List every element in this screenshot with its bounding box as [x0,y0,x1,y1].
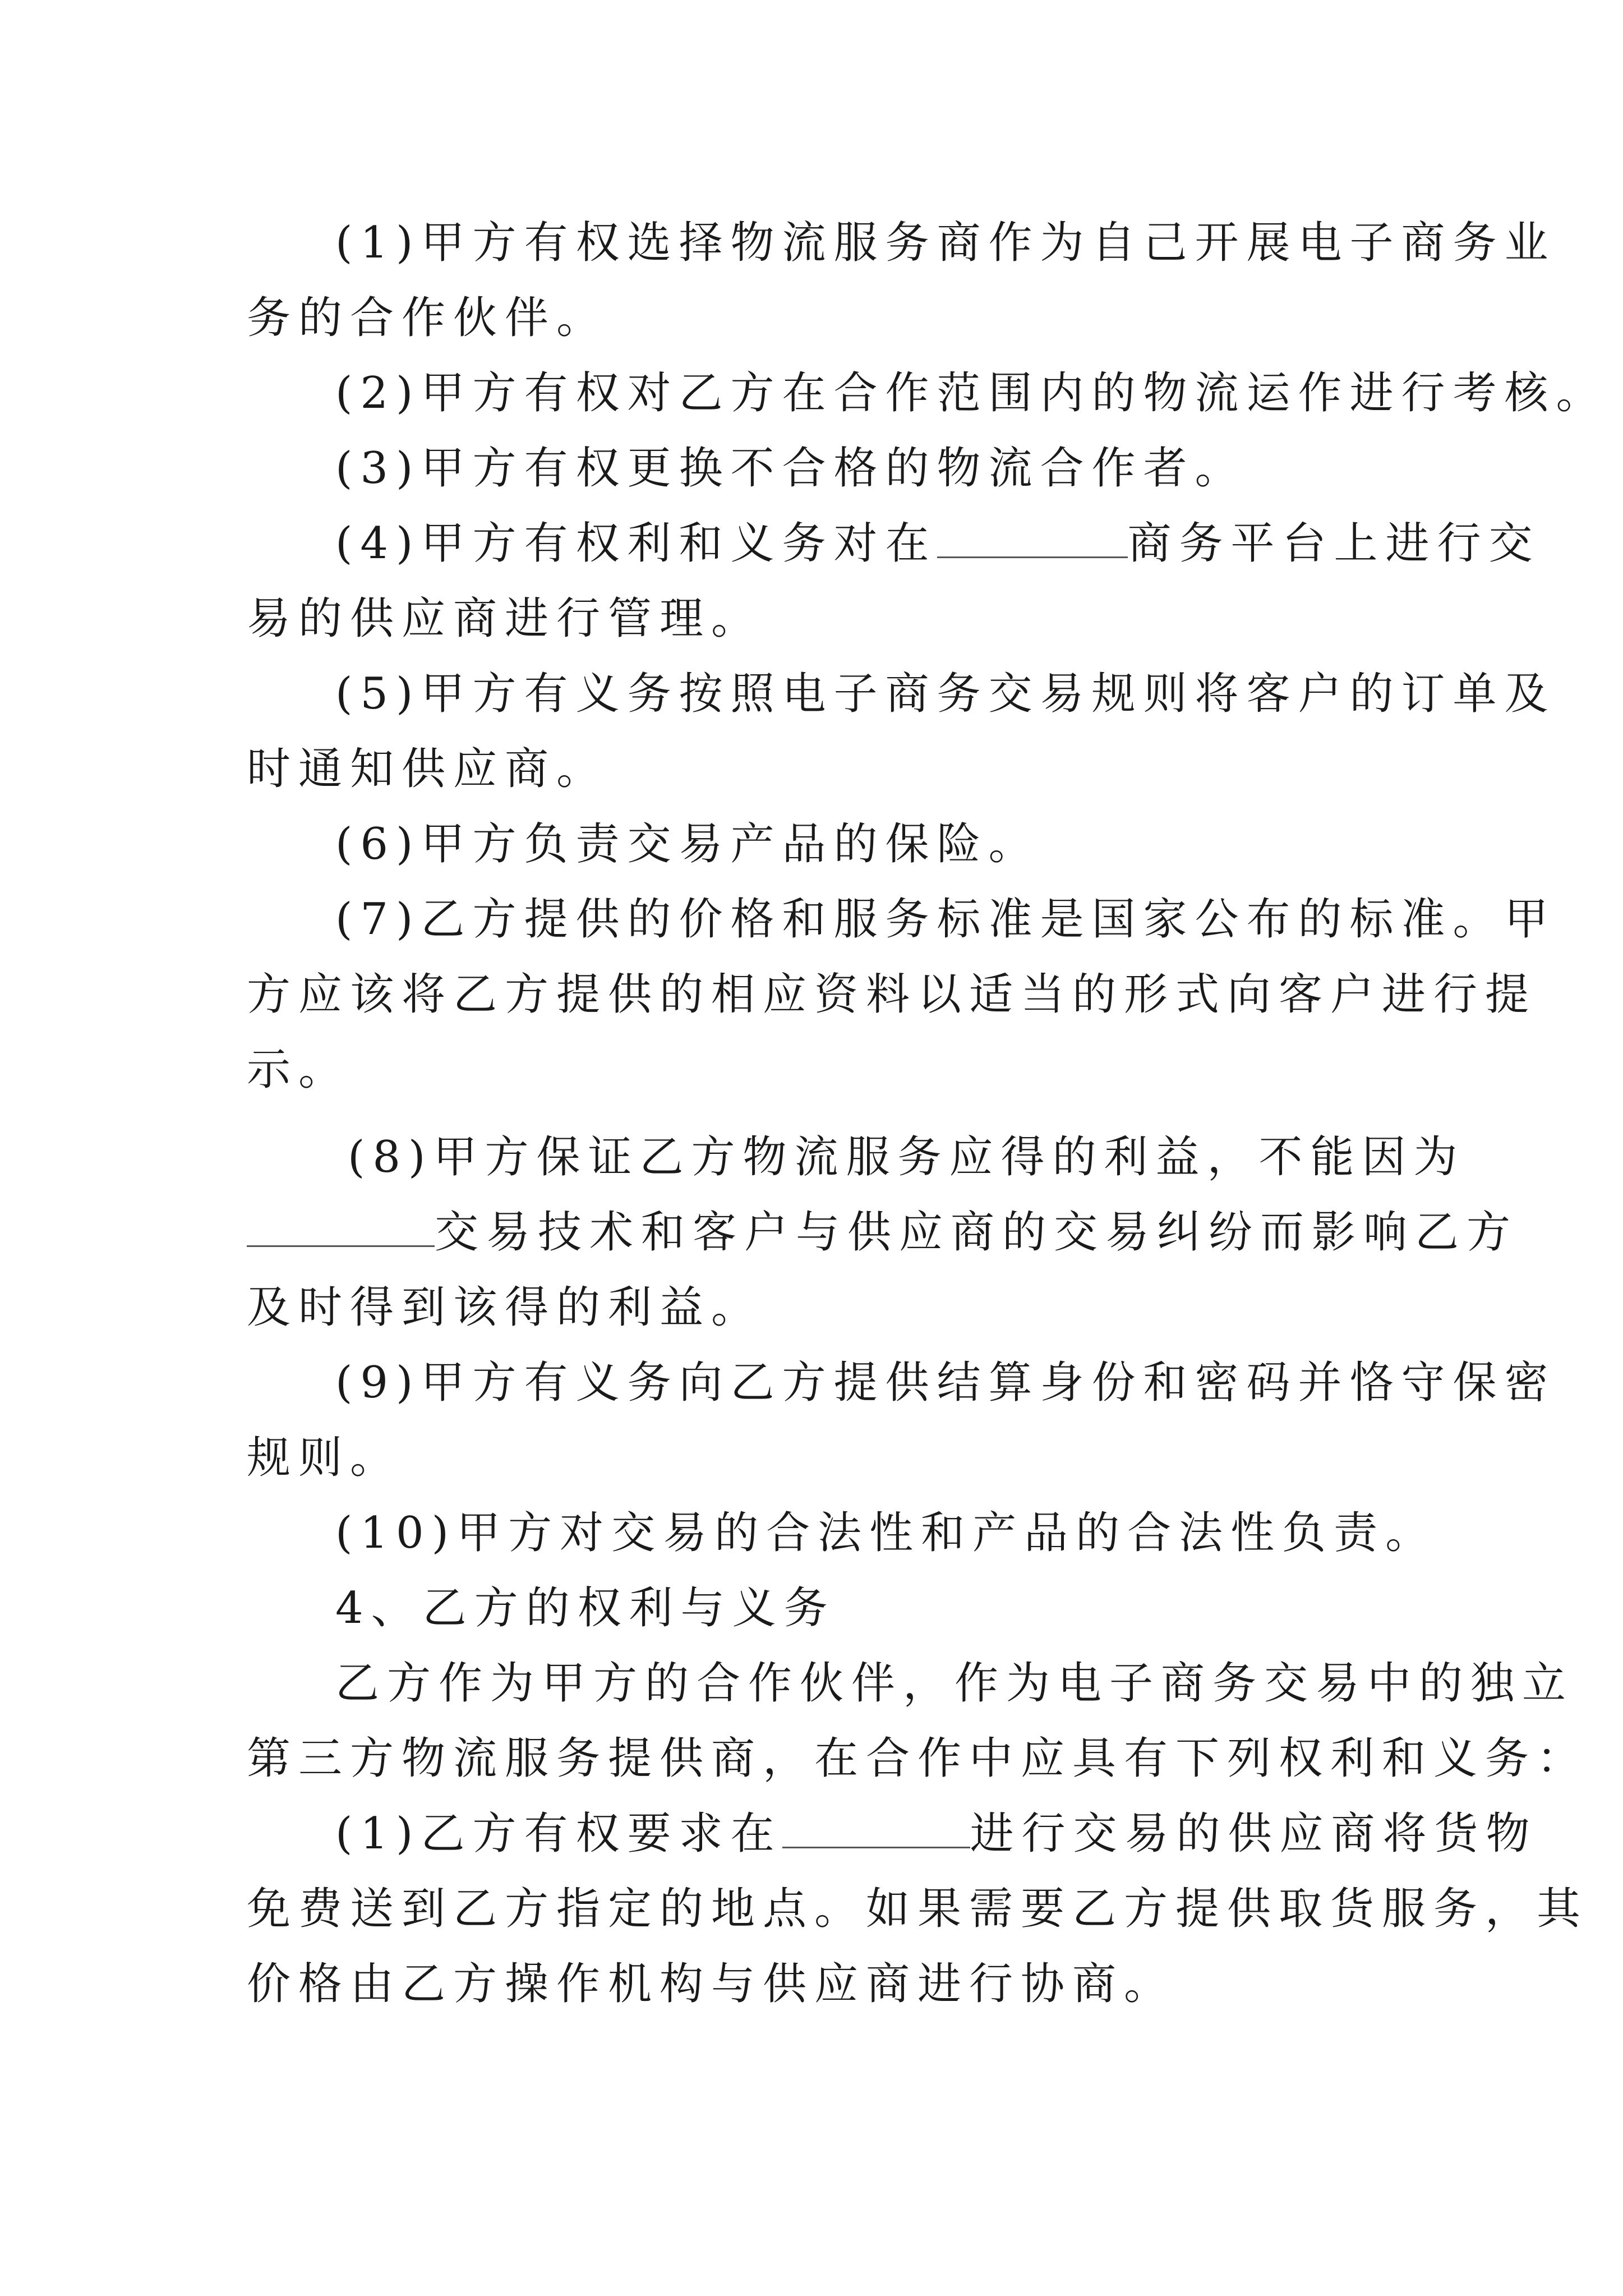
clause-b1-line-2: 免费送到乙方指定的地点。如果需要乙方提供取货服务，其 [247,1884,1589,1934]
clause-a7-line-3: 示。 [247,1045,351,1095]
clause-a7-line-2: 方应该将乙方提供的相应资料以适当的形式向客户进行提 [247,969,1537,1020]
clause-a4-line-1 [335,518,1541,569]
clause-a7-line-1: (7)乙方提供的价格和服务标准是国家公布的标准。甲 [335,894,1556,945]
clause-b1-line-3: 价格由乙方操作机构与供应商进行协商。 [247,1959,1176,2009]
clause-b1-text-after-blank: 进行交易的供应商将货物 [970,1809,1538,1859]
clause-a4-line-2: 易的供应商进行管理。 [247,593,763,644]
clause-a4-text-before-blank: (4)甲方有权利和义务对在 [335,518,937,569]
intro-line-1: 乙方作为甲方的合作伙伴，作为电子商务交易中的独立 [335,1658,1574,1709]
clause-a2-line-1: (2)甲方有权对乙方在合作范围内的物流运作进行考核。 [335,368,1608,418]
intro-line-2: 第三方物流服务提供商，在合作中应具有下列权利和义务： [247,1733,1589,1784]
clause-a5-line-1: (5)甲方有义务按照电子商务交易规则将客户的订单及 [335,669,1556,719]
fill-in-blank [247,1211,435,1247]
clause-b1-text-before-blank: (1)乙方有权要求在 [335,1809,782,1859]
clause-a8-line-2 [247,1207,1518,1258]
clause-a3-line-1: (3)甲方有权更换不合格的物流合作者。 [335,443,1247,494]
clause-a1-line-2: 务的合作伙伴。 [247,293,608,343]
clause-a5-line-2: 时通知供应商。 [247,744,608,794]
clause-a9-line-2: 规则。 [247,1433,402,1483]
clause-a8-text-after-blank: 交易技术和客户与供应商的交易纠纷而影响乙方 [435,1207,1519,1258]
clause-a1-line-1: (1)甲方有权选择物流服务商作为自己开展电子商务业 [335,218,1556,268]
clause-b1-line-1 [335,1809,1538,1859]
clause-a8-line-3: 及时得到该得的利益。 [247,1282,763,1333]
clause-a8-line-1: (8)甲方保证乙方物流服务应得的利益，不能因为 [348,1132,1465,1182]
section-heading-4: 4、乙方的权利与义务 [335,1583,836,1634]
clause-a9-line-1: (9)甲方有义务向乙方提供结算身份和密码并恪守保密 [335,1358,1556,1408]
fill-in-blank [937,522,1128,558]
clause-a6-line-1: (6)甲方负责交易产品的保险。 [335,819,1040,869]
fill-in-blank [782,1812,970,1848]
clause-a10-line-1: (10)甲方对交易的合法性和产品的合法性负责。 [335,1508,1437,1558]
clause-a4-text-after-blank: 商务平台上进行交 [1127,518,1541,569]
